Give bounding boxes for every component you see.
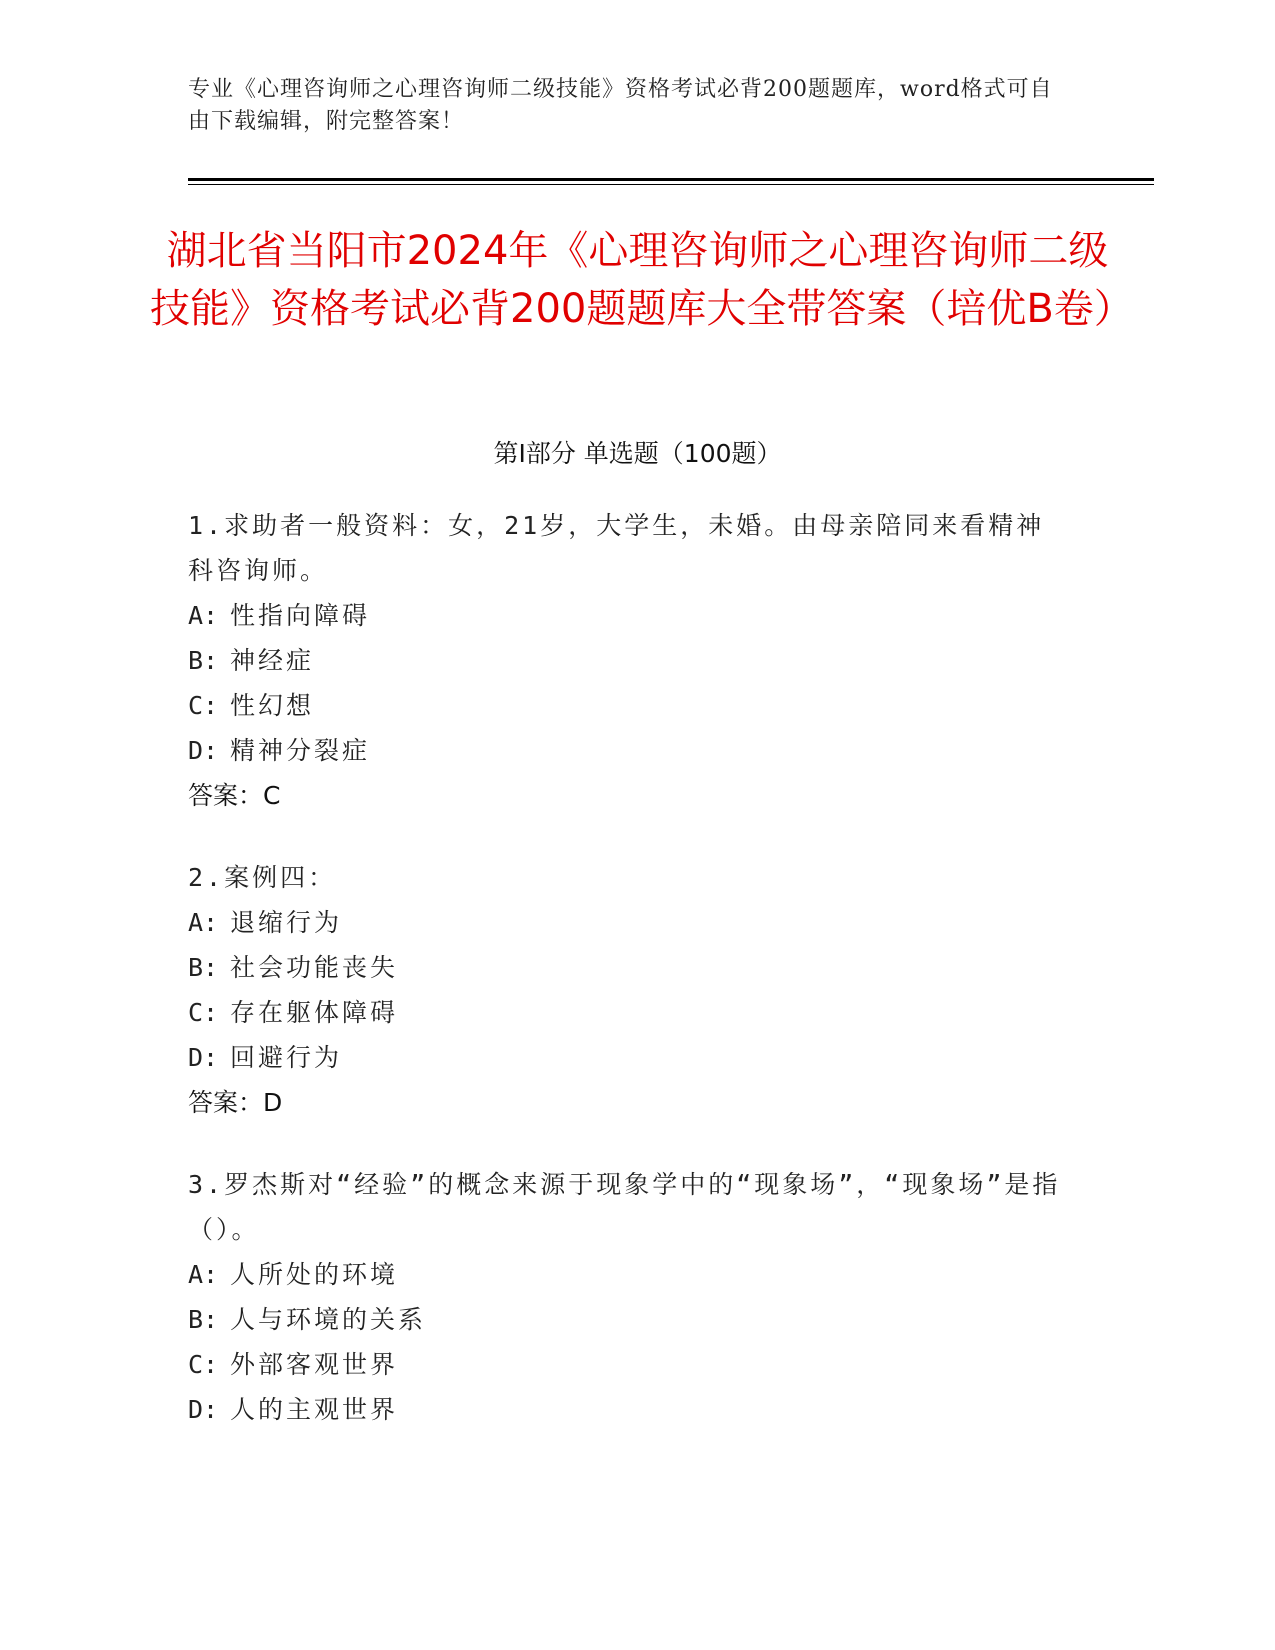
option-d bbox=[188, 1387, 1068, 1432]
document-title: 湖北省当阳市2024年《心理咨询师之心理咨询师二级技能》资格考试必背200题题库大全带答案（培优B卷） bbox=[150, 228, 1134, 332]
option-key: B: bbox=[188, 1305, 219, 1334]
option-d bbox=[188, 728, 1068, 773]
header-divider-thick bbox=[188, 178, 1154, 181]
option-key: B: bbox=[188, 953, 219, 982]
option-a bbox=[188, 900, 1068, 945]
option-b bbox=[188, 638, 1068, 683]
option-text: 性指向障碍 bbox=[230, 601, 371, 630]
option-text: 人与环境的关系 bbox=[230, 1305, 427, 1334]
section-title: 第Ⅰ部分 单选题（100题） bbox=[493, 439, 782, 468]
question-text: 3.罗杰斯对“经验”的概念来源于现象学中的“现象场”，“现象场”是指（）。 bbox=[188, 1170, 1061, 1244]
option-key: D: bbox=[188, 1395, 219, 1424]
header-divider-thin bbox=[188, 184, 1154, 185]
option-text: 存在躯体障碍 bbox=[230, 998, 399, 1027]
option-text: 性幻想 bbox=[230, 691, 315, 720]
option-b bbox=[188, 1297, 1068, 1342]
answer: 答案：D bbox=[188, 1088, 283, 1117]
option-d bbox=[188, 1035, 1068, 1080]
option-key: B: bbox=[188, 646, 219, 675]
option-key: D: bbox=[188, 1043, 219, 1072]
option-key: C: bbox=[188, 691, 219, 720]
option-text: 退缩行为 bbox=[230, 908, 343, 937]
option-key: A: bbox=[188, 1260, 219, 1289]
option-key: D: bbox=[188, 736, 219, 765]
question-text: 2.案例四： bbox=[188, 863, 337, 892]
option-c bbox=[188, 683, 1068, 728]
option-text: 社会功能丧失 bbox=[230, 953, 399, 982]
option-b bbox=[188, 945, 1068, 990]
option-c bbox=[188, 1342, 1068, 1387]
option-text: 人的主观世界 bbox=[230, 1395, 399, 1424]
option-c bbox=[188, 990, 1068, 1035]
header-note: 专业《心理咨询师之心理咨询师二级技能》资格考试必背200题题库，word格式可自由下载编辑，附完整答案！ bbox=[188, 77, 1053, 134]
option-text: 人所处的环境 bbox=[230, 1260, 399, 1289]
question-1 bbox=[188, 503, 1068, 818]
option-key: A: bbox=[188, 601, 219, 630]
option-a bbox=[188, 593, 1068, 638]
question-3 bbox=[188, 1162, 1068, 1432]
option-key: C: bbox=[188, 998, 219, 1027]
option-text: 神经症 bbox=[230, 646, 315, 675]
option-a bbox=[188, 1252, 1068, 1297]
option-text: 外部客观世界 bbox=[230, 1350, 399, 1379]
question-text: 1.求助者一般资料：女，21岁，大学生，未婚。由母亲陪同来看精神科咨询师。 bbox=[188, 511, 1045, 585]
option-key: A: bbox=[188, 908, 219, 937]
option-text: 回避行为 bbox=[230, 1043, 343, 1072]
question-2 bbox=[188, 855, 1068, 1125]
option-key: C: bbox=[188, 1350, 219, 1379]
option-text: 精神分裂症 bbox=[230, 736, 371, 765]
answer: 答案：C bbox=[188, 781, 281, 810]
